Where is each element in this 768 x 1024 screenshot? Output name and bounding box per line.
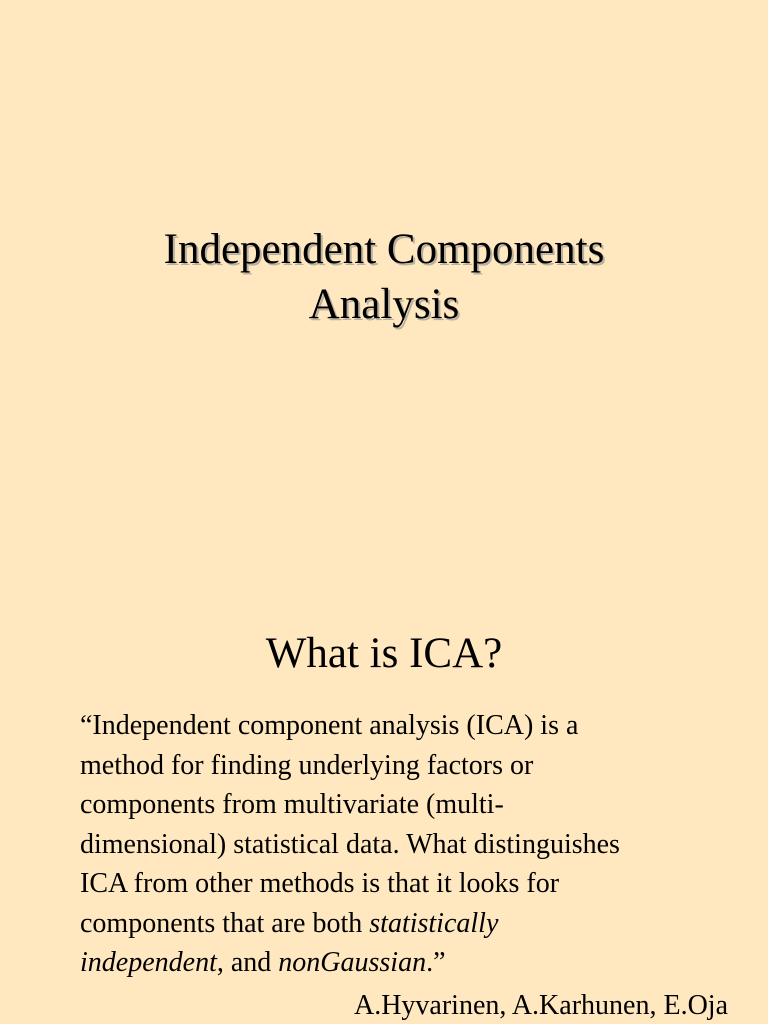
quote-line: dimensional) statistical data. What distinguishes <box>80 828 620 860</box>
quote-line: components from multivariate (multi- <box>80 789 504 820</box>
quote-line: ICA from other methods is that it looks for <box>80 868 560 899</box>
quote-emphasis: nonGaussian <box>278 947 427 978</box>
quote-line: “Independent component analysis (ICA) is a <box>80 710 579 741</box>
quote-line <box>80 943 730 983</box>
slide-title-line-1: Independent Components <box>163 226 605 273</box>
slide-heading: What is ICA? <box>265 630 503 677</box>
ica-definition-quote <box>80 706 730 983</box>
definition-slide <box>0 576 768 1024</box>
quote-emphasis: independent <box>80 947 217 978</box>
quote-line <box>80 904 730 944</box>
quote-text: , and <box>216 947 279 978</box>
quote-line: method for finding underlying factors or <box>80 749 534 781</box>
slide-title-line-2: Analysis <box>308 281 460 328</box>
slide-title <box>0 222 768 332</box>
quote-text: components that are both <box>80 907 370 939</box>
quote-text: .” <box>426 947 446 978</box>
quote-emphasis: statistically <box>369 907 499 939</box>
quote-attribution: A.Hyvarinen, A.Karhunen, E.Oja <box>353 990 728 1021</box>
